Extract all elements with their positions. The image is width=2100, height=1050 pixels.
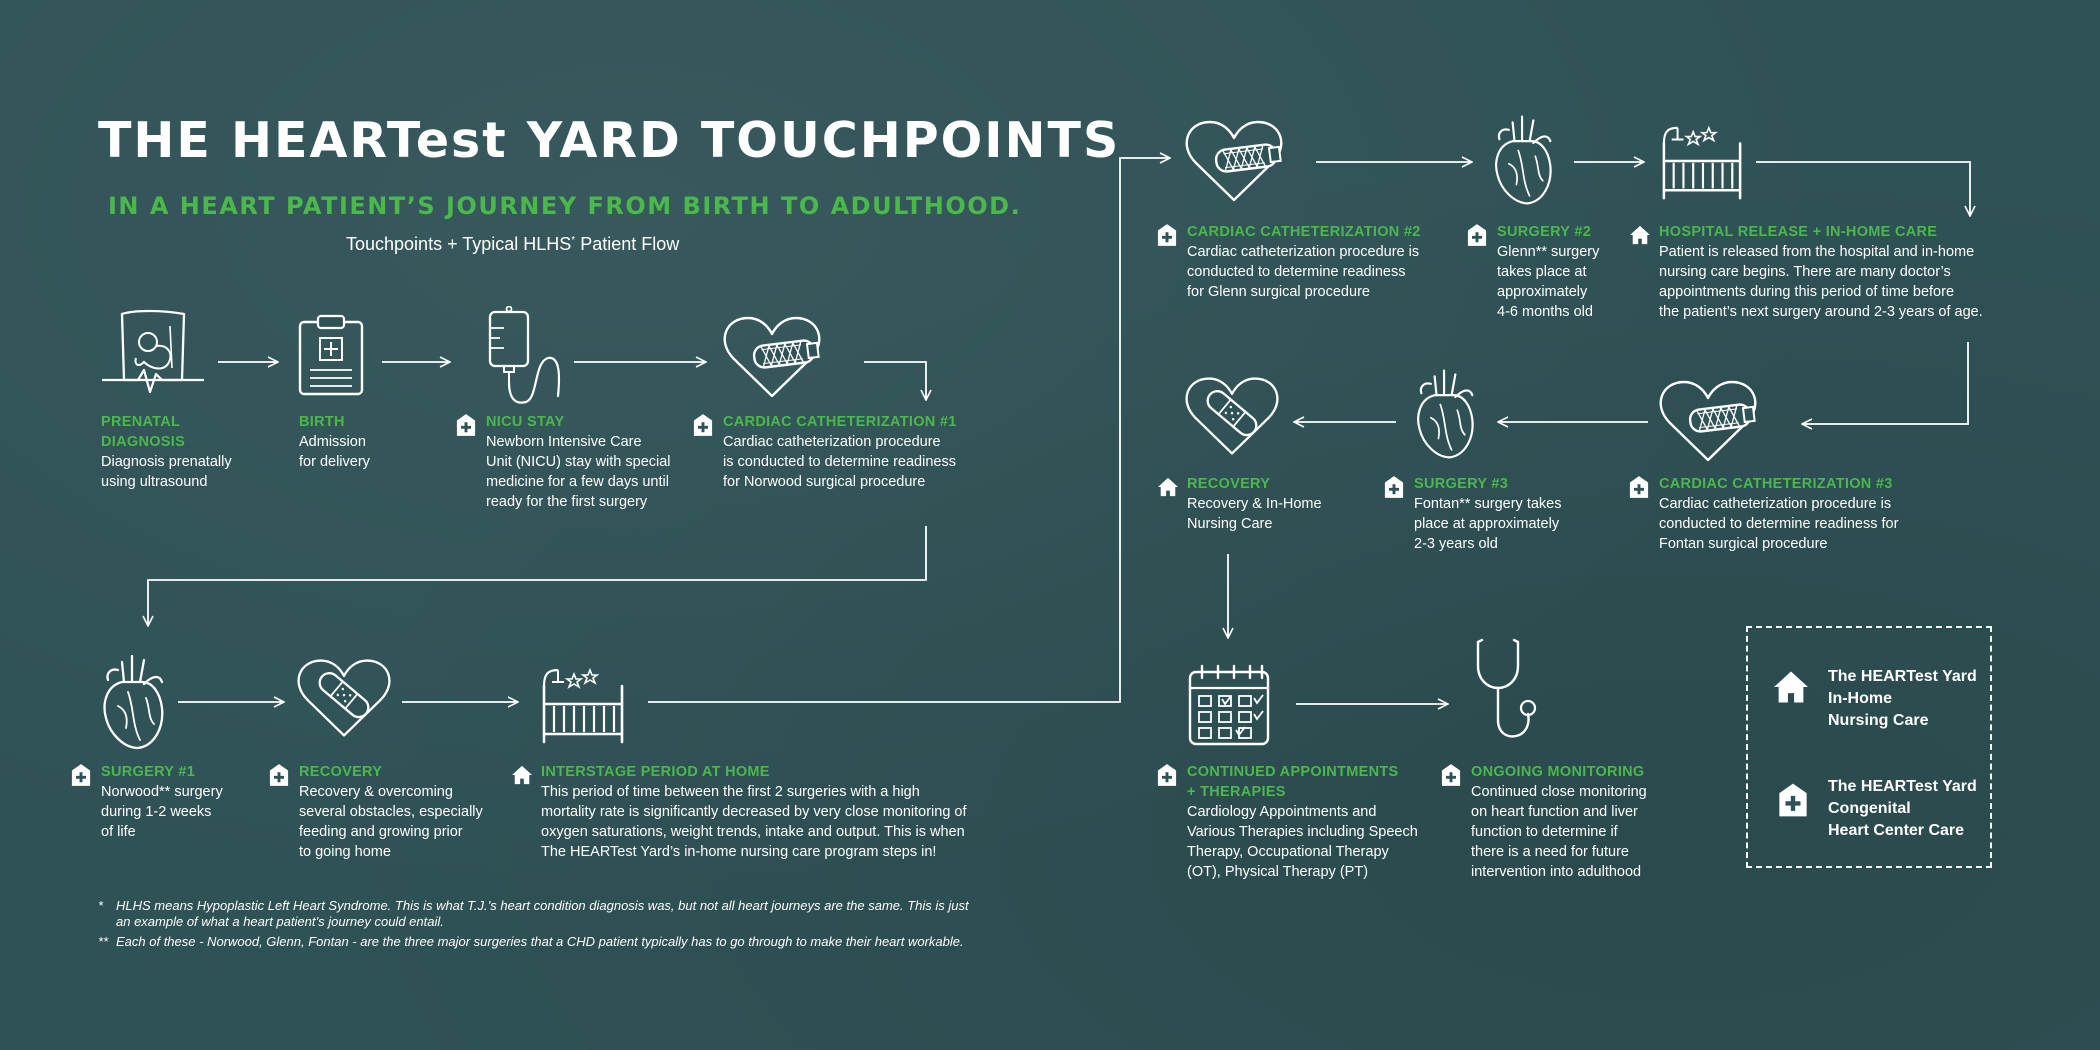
step-heading: SURGERY #2: [1497, 224, 1592, 240]
step-heading: SURGERY #1: [101, 764, 196, 780]
flow-title-end: Patient Flow: [575, 234, 680, 254]
footnote-text: Each of these - Norwood, Glenn, Fontan - are the three major surgeries that a CHD patient typically has to go through to make their heart workable.: [116, 934, 964, 949]
legend-home-label: The HEARTest Yard In-Home Nursing Care: [1828, 668, 1977, 729]
heart-center-icon: [71, 763, 91, 787]
step-heading: ONGOING MONITORING: [1471, 764, 1645, 780]
step-surgery2: [1497, 222, 1627, 322]
arrow-row1-row3: [148, 526, 926, 626]
anatomical-heart-icon: [1412, 366, 1478, 462]
home-care-icon: [511, 765, 533, 785]
step-cath3: [1659, 474, 1949, 554]
step-heading: NICU STAY: [486, 414, 565, 430]
step-cath2: [1187, 222, 1457, 302]
heart-stent-icon: [1658, 378, 1758, 464]
home-care-icon: [1629, 225, 1651, 245]
heart-center-icon: [1157, 223, 1177, 247]
step-recovery2: [1187, 474, 1367, 534]
step-monitoring: [1471, 762, 1701, 882]
step-heading: SURGERY #3: [1414, 476, 1509, 492]
step-appointments: [1187, 762, 1447, 882]
calendar-icon: [1186, 662, 1272, 748]
arrow-cath1-down: [864, 362, 926, 400]
crib-icon: [538, 660, 628, 746]
step-surgery1: [101, 762, 271, 842]
step-heading: CARDIAC CATHETERIZATION #2: [1187, 224, 1421, 240]
footnote-text: HLHS means Hypoplastic Left Heart Syndrome. This is what T.J.’s heart condition diagnosis was, but not all heart journeys are the same. This is just an example of what a heart patient’s journey could entail.: [116, 898, 969, 929]
page-subtitle: IN A HEART PATIENT’S JOURNEY FROM BIRTH TO ADULTHOOD.: [108, 192, 1022, 220]
step-cath1: [723, 412, 1013, 492]
flow-title-sup: *: [571, 235, 576, 246]
step-description: Continued close monitoring on heart function and liver function to determine if there is a need for future intervention into adulthood: [1471, 784, 1647, 880]
step-birth: [299, 412, 439, 472]
heart-bandage-icon: [296, 656, 392, 740]
stethoscope-icon: [1470, 636, 1540, 746]
heart-center-icon: [1157, 763, 1177, 787]
home-care-icon: [1157, 477, 1179, 497]
heart-center-icon: [1778, 782, 1808, 818]
step-prenatal: [101, 412, 291, 492]
ultrasound-icon: [98, 308, 208, 398]
step-heading: CONTINUED APPOINTMENTS + THERAPIES: [1187, 764, 1399, 800]
iv-bag-icon: [486, 306, 566, 406]
step-description: Cardiac catheterization procedure is conducted to determine readiness for Norwood surgical procedure: [723, 434, 956, 490]
flow-title-text: Touchpoints + Typical HLHS: [346, 234, 572, 254]
footnote-mark: *: [98, 898, 104, 913]
heart-stent-icon: [1184, 118, 1284, 204]
step-heading: INTERSTAGE PERIOD AT HOME: [541, 764, 770, 780]
step-description: Diagnosis prenatally using ultrasound: [101, 454, 232, 490]
heart-center-icon: [456, 413, 476, 437]
anatomical-heart-icon: [98, 652, 168, 752]
step-heading: CARDIAC CATHETERIZATION #3: [1659, 476, 1893, 492]
step-surgery3: [1414, 474, 1604, 554]
step-heading: PRENATAL DIAGNOSIS: [101, 414, 186, 450]
heart-center-icon: [693, 413, 713, 437]
footnote: [98, 934, 978, 950]
heart-center-icon: [1629, 475, 1649, 499]
page-title: THE HEARTest YARD TOUCHPOINTS: [98, 112, 1121, 169]
heart-center-icon: [1467, 223, 1487, 247]
step-description: Recovery & In-Home Nursing Care: [1187, 496, 1322, 532]
footnote-mark: **: [98, 934, 109, 949]
heart-center-icon: [269, 763, 289, 787]
home-care-icon: [1772, 670, 1810, 704]
step-release: [1659, 222, 2039, 322]
heart-bandage-icon: [1184, 374, 1280, 458]
step-nicu: [486, 412, 696, 512]
anatomical-heart-icon: [1490, 112, 1556, 208]
crib-icon: [1658, 118, 1746, 202]
heart-stent-icon: [722, 314, 822, 400]
step-description: Cardiac catheterization procedure is conducted to determine readiness for Fontan surgical procedure: [1659, 496, 1899, 552]
step-description: Fontan** surgery takes place at approximately 2-3 years old: [1414, 496, 1562, 552]
footnote: [98, 898, 978, 930]
step-description: Admission for delivery: [299, 434, 370, 470]
legend-center-label: The HEARTest Yard Congenital Heart Center Care: [1828, 778, 1977, 839]
clipboard-icon: [296, 312, 366, 398]
step-description: Patient is released from the hospital and in-home nursing care begins. There are many doctor’s appointments during this period of time before the patient’s next surgery around 2-3 years of age.: [1659, 244, 1983, 320]
arrow-release-down: [1756, 162, 1970, 216]
step-heading: RECOVERY: [1187, 476, 1271, 492]
heart-center-icon: [1441, 763, 1461, 787]
step-recovery1: [299, 762, 509, 862]
step-description: Norwood** surgery during 1-2 weeks of life: [101, 784, 223, 840]
step-heading: CARDIAC CATHETERIZATION #1: [723, 414, 957, 430]
step-heading: HOSPITAL RELEASE + IN-HOME CARE: [1659, 224, 1938, 240]
step-description: Newborn Intensive Care Unit (NICU) stay with special medicine for a few days until ready for the first surgery: [486, 434, 671, 510]
step-description: Recovery & overcoming several obstacles, especially feeding and growing prior to going home: [299, 784, 483, 860]
step-description: This period of time between the first 2 surgeries with a high mortality rate is significantly decreased by very close monitoring of oxygen saturations, weight trends, intake and output. This is when The HEARTest Yard’s in-home nursing care program steps in!: [541, 784, 967, 860]
legend-box: [1746, 626, 1992, 868]
step-description: Glenn** surgery takes place at approximately 4-6 months old: [1497, 244, 1600, 320]
step-heading: BIRTH: [299, 414, 345, 430]
arrow-release-cath3: [1802, 342, 1968, 424]
step-description: Cardiac catheterization procedure is conducted to determine readiness for Glenn surgical procedure: [1187, 244, 1420, 300]
step-heading: RECOVERY: [299, 764, 383, 780]
step-interstage: [541, 762, 1021, 862]
heart-center-icon: [1384, 475, 1404, 499]
step-description: Cardiology Appointments and Various Therapies including Speech Therapy, Occupational Therapy (OT), Physical Therapy (PT): [1187, 804, 1418, 880]
footnotes: [98, 898, 978, 954]
